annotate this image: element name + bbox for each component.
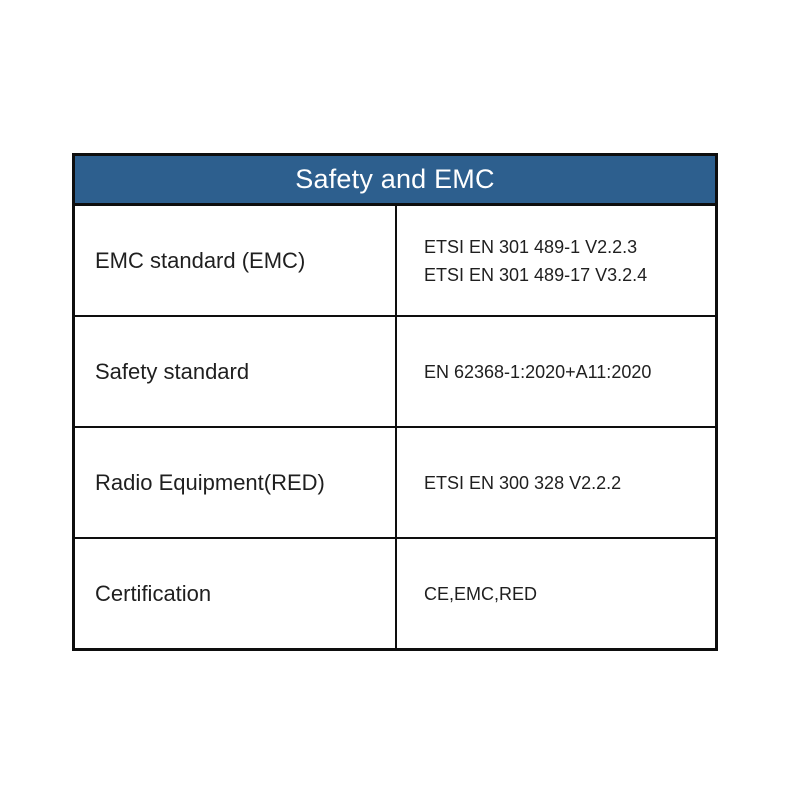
spec-row-safety-standard — [75, 317, 715, 428]
row-value — [397, 317, 715, 426]
row-value — [397, 539, 715, 648]
spec-row-certification — [75, 539, 715, 648]
safety-emc-spec-table — [72, 153, 718, 651]
value-line: ETSI EN 301 489-17 V3.2.4 — [424, 264, 648, 285]
table-title: Safety and EMC — [75, 156, 715, 206]
value-line: EN 62368-1:2020+A11:2020 — [424, 361, 652, 382]
value-line: ETSI EN 301 489-1 V2.2.3 — [424, 236, 638, 257]
row-label: Certification — [75, 539, 397, 648]
value-line: CE,EMC,RED — [424, 583, 538, 604]
row-value — [397, 206, 715, 315]
spec-row-radio-equipment — [75, 428, 715, 539]
row-value — [397, 428, 715, 537]
spec-row-emc-standard — [75, 206, 715, 317]
row-label: EMC standard (EMC) — [75, 206, 397, 315]
value-line: ETSI EN 300 328 V2.2.2 — [424, 472, 622, 493]
row-label: Radio Equipment(RED) — [75, 428, 397, 537]
row-label: Safety standard — [75, 317, 397, 426]
